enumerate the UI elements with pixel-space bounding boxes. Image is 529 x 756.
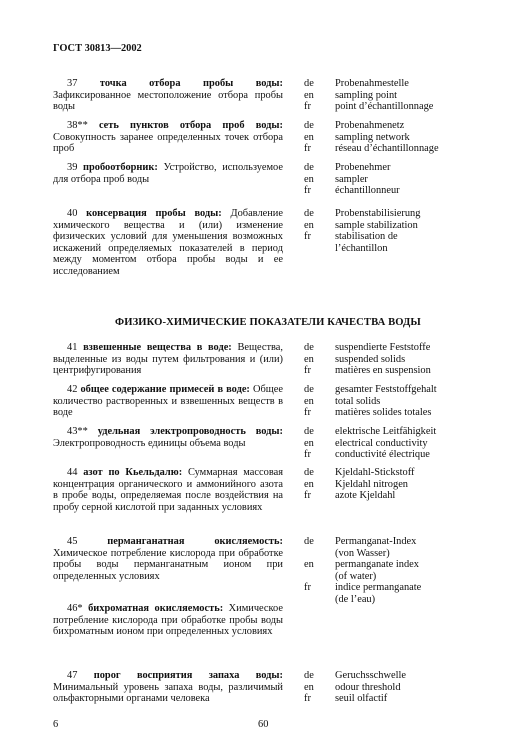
term-number: 46* xyxy=(67,603,83,614)
translation-row xyxy=(304,78,484,90)
language-code: en xyxy=(304,131,314,143)
term-definition xyxy=(53,78,283,113)
term-definition xyxy=(53,467,283,513)
translation-row xyxy=(304,185,484,197)
term-name: пробоотборник: xyxy=(83,162,158,173)
translation-text: gesamter Feststoffgehalt xyxy=(335,384,437,395)
term-translations xyxy=(304,536,484,606)
term-name: удельная электропроводность воды: xyxy=(97,426,283,437)
translation-row xyxy=(304,594,484,606)
term-definition-text: Химическое потребление кислорода при обработке пробы воды бихроматным ионом при определенных условиях xyxy=(53,603,283,638)
translation-row xyxy=(304,559,484,571)
translation-row xyxy=(304,162,484,174)
language-code: fr xyxy=(304,449,311,461)
translation-text: suspendierte Feststoffe xyxy=(335,342,431,353)
translation-text: Kjeldahl-Stickstoff xyxy=(335,467,415,478)
language-code: de xyxy=(304,467,314,478)
term-number: 45 xyxy=(67,536,78,547)
translation-text: point d’échantillonnage xyxy=(335,101,434,113)
language-code: fr xyxy=(304,582,311,594)
translation-row xyxy=(304,174,484,186)
translation-row xyxy=(304,243,484,255)
term-number: 37 xyxy=(67,78,78,89)
translation-row xyxy=(304,90,484,102)
term-number: 41 xyxy=(67,342,78,353)
translation-text: sample stabilization xyxy=(335,219,418,231)
language-code: de xyxy=(304,120,314,131)
translation-text: suspended solids xyxy=(335,353,406,365)
language-code: fr xyxy=(304,365,311,377)
translation-text: échantillonneur xyxy=(335,185,400,197)
translation-text: indice permanganate xyxy=(335,582,422,594)
language-code: en xyxy=(304,478,314,490)
term-definition xyxy=(53,342,283,377)
language-code: en xyxy=(304,681,314,693)
language-code: de xyxy=(304,384,314,395)
language-code: de xyxy=(304,536,314,547)
language-code: de xyxy=(304,426,314,437)
language-code: fr xyxy=(304,101,311,113)
language-code: de xyxy=(304,162,314,173)
term-number: 39 xyxy=(67,162,78,173)
translation-text: réseau d’échantillonnage xyxy=(335,143,439,155)
translation-text: l’échantillon xyxy=(335,242,388,254)
language-code: en xyxy=(304,559,314,571)
term-definition-text: Вещества, выделенные из воды путем фильтрования и (или) центрифугирования xyxy=(53,342,283,377)
language-code: de xyxy=(304,78,314,89)
term-definition-text: Минимальный уровень запаха воды, различимый ольфакторными органами человека xyxy=(53,681,283,705)
term-name: бихроматная окисляемость: xyxy=(88,603,224,614)
translation-text: (of water) xyxy=(335,570,377,582)
translation-text: (von Wasser) xyxy=(335,547,390,559)
term-definition-text: Зафиксированное местоположение отбора пробы воды xyxy=(53,89,283,113)
translation-text: azote Kjeldahl xyxy=(335,490,396,502)
translation-row xyxy=(304,490,484,502)
term-translations xyxy=(304,78,484,113)
translation-row xyxy=(304,120,484,132)
translation-row xyxy=(304,536,484,548)
term-name: консервация пробы воды: xyxy=(86,208,222,219)
language-code: en xyxy=(304,437,314,449)
translation-text: matières en suspension xyxy=(335,365,431,377)
term-name: перманганатная окисляемость: xyxy=(107,536,283,547)
term-definition-text: Суммарная массовая концентрация органического и аммонийного азота в пробе воды, определяемая после воздействия на пробу серной кислотой при заданных условиях xyxy=(53,467,283,513)
language-code: fr xyxy=(304,407,311,419)
language-code: fr xyxy=(304,231,311,243)
translation-row xyxy=(304,101,484,113)
language-code: en xyxy=(304,89,314,101)
language-code: en xyxy=(304,219,314,231)
footer-page-number-center: 60 xyxy=(258,719,269,730)
translation-row xyxy=(304,231,484,243)
translation-text: stabilisation de xyxy=(335,231,398,243)
translation-row xyxy=(304,426,484,438)
translation-text: sampling network xyxy=(335,131,410,143)
language-code: fr xyxy=(304,693,311,705)
term-definition-text: Совокупность заранее определенных точек отбора проб xyxy=(53,131,283,155)
language-code: en xyxy=(304,353,314,365)
term-definition xyxy=(53,426,283,449)
term-name: порог восприятия запаха воды: xyxy=(93,670,283,681)
translation-text: matières solides totales xyxy=(335,407,432,419)
term-name: азот по Кьельдалю: xyxy=(83,467,183,478)
translation-row xyxy=(304,365,484,377)
term-translations xyxy=(304,120,484,155)
translation-row xyxy=(304,354,484,366)
translation-text: conductivité électrique xyxy=(335,449,430,461)
language-code: fr xyxy=(304,490,311,502)
translation-row xyxy=(304,132,484,144)
term-definition xyxy=(53,670,283,705)
language-code: en xyxy=(304,395,314,407)
translation-row xyxy=(304,384,484,396)
translation-row xyxy=(304,342,484,354)
term-definition xyxy=(53,536,283,582)
language-code: de xyxy=(304,670,314,681)
section-title: ФИЗИКО-ХИМИЧЕСКИЕ ПОКАЗАТЕЛИ КАЧЕСТВА ВОДЫ xyxy=(115,317,421,328)
term-translations xyxy=(304,162,484,197)
translation-text: Probenahmestelle xyxy=(335,78,409,89)
language-code: de xyxy=(304,208,314,219)
term-definition-text: Устройство, используемое для отбора проб воды xyxy=(53,162,283,185)
translation-row xyxy=(304,407,484,419)
term-definition xyxy=(53,162,283,185)
term-number: 43** xyxy=(67,426,88,437)
term-name: сеть пунктов отбора проб воды: xyxy=(98,120,283,131)
translation-text: odour threshold xyxy=(335,681,401,693)
term-number: 40 xyxy=(67,208,78,219)
translation-row xyxy=(304,548,484,560)
translation-row xyxy=(304,220,484,232)
term-definition xyxy=(53,208,283,278)
term-definition-text: Добавление химического вещества и (или) изменение физических условий для уменьшения возможных искажений определяемых показателей в период между моментом отбора пробы воды и ее исследованием xyxy=(53,208,283,277)
translation-row xyxy=(304,449,484,461)
translation-row xyxy=(304,571,484,583)
translation-text: Probenehmer xyxy=(335,162,391,173)
translation-row xyxy=(304,467,484,479)
translation-text: Probenahmenetz xyxy=(335,120,405,131)
translation-row xyxy=(304,143,484,155)
term-translations xyxy=(304,342,484,377)
footer-page-number-left: 6 xyxy=(53,719,59,730)
term-name: общее содержание примесей в воде: xyxy=(80,384,250,395)
translation-row xyxy=(304,396,484,408)
translation-text: elektrische Leitfähigkeit xyxy=(335,426,437,437)
translation-row xyxy=(304,479,484,491)
term-definition xyxy=(53,603,283,638)
term-translations xyxy=(304,426,484,461)
translation-text: electrical conductivity xyxy=(335,437,428,449)
term-definition-text: Химическое потребление кислорода при обработке пробы воды перманганатным ионом при определенных условиях xyxy=(53,547,283,582)
term-name: точка отбора пробы воды: xyxy=(99,78,283,89)
standard-header: ГОСТ 30813—2002 xyxy=(53,43,142,54)
translation-text: sampling point xyxy=(335,89,398,101)
term-definition-text: Электропроводность единицы объема воды xyxy=(53,437,246,449)
term-translations xyxy=(304,208,484,254)
language-code: en xyxy=(304,173,314,185)
term-definition xyxy=(53,120,283,155)
translation-text: Probenstabilisierung xyxy=(335,208,421,219)
translation-text: Geruchsschwelle xyxy=(335,670,406,681)
translation-text: Kjeldahl nitrogen xyxy=(335,478,409,490)
term-number: 44 xyxy=(67,467,78,478)
term-definition xyxy=(53,384,283,419)
translation-text: Permanganat-Index xyxy=(335,536,417,547)
term-translations xyxy=(304,384,484,419)
translation-row xyxy=(304,438,484,450)
translation-text: sampler xyxy=(335,173,368,185)
term-translations xyxy=(304,467,484,502)
term-name: взвешенные вещества в воде: xyxy=(83,342,232,353)
translation-row xyxy=(304,693,484,705)
term-translations xyxy=(304,670,484,705)
term-definition-text: Общее количество растворенных и взвешенных веществ в воде xyxy=(53,384,283,419)
term-number: 42 xyxy=(67,384,78,395)
translation-row xyxy=(304,682,484,694)
translation-text: seuil olfactif xyxy=(335,693,388,705)
translation-text: total solids xyxy=(335,395,381,407)
term-number: 38** xyxy=(67,120,88,131)
translation-row xyxy=(304,670,484,682)
language-code: fr xyxy=(304,143,311,155)
translation-row xyxy=(304,582,484,594)
language-code: de xyxy=(304,342,314,353)
translation-text: permanganate index xyxy=(335,559,419,571)
translation-text: (de l’eau) xyxy=(335,593,376,605)
translation-row xyxy=(304,208,484,220)
term-number: 47 xyxy=(67,670,78,681)
language-code: fr xyxy=(304,185,311,197)
